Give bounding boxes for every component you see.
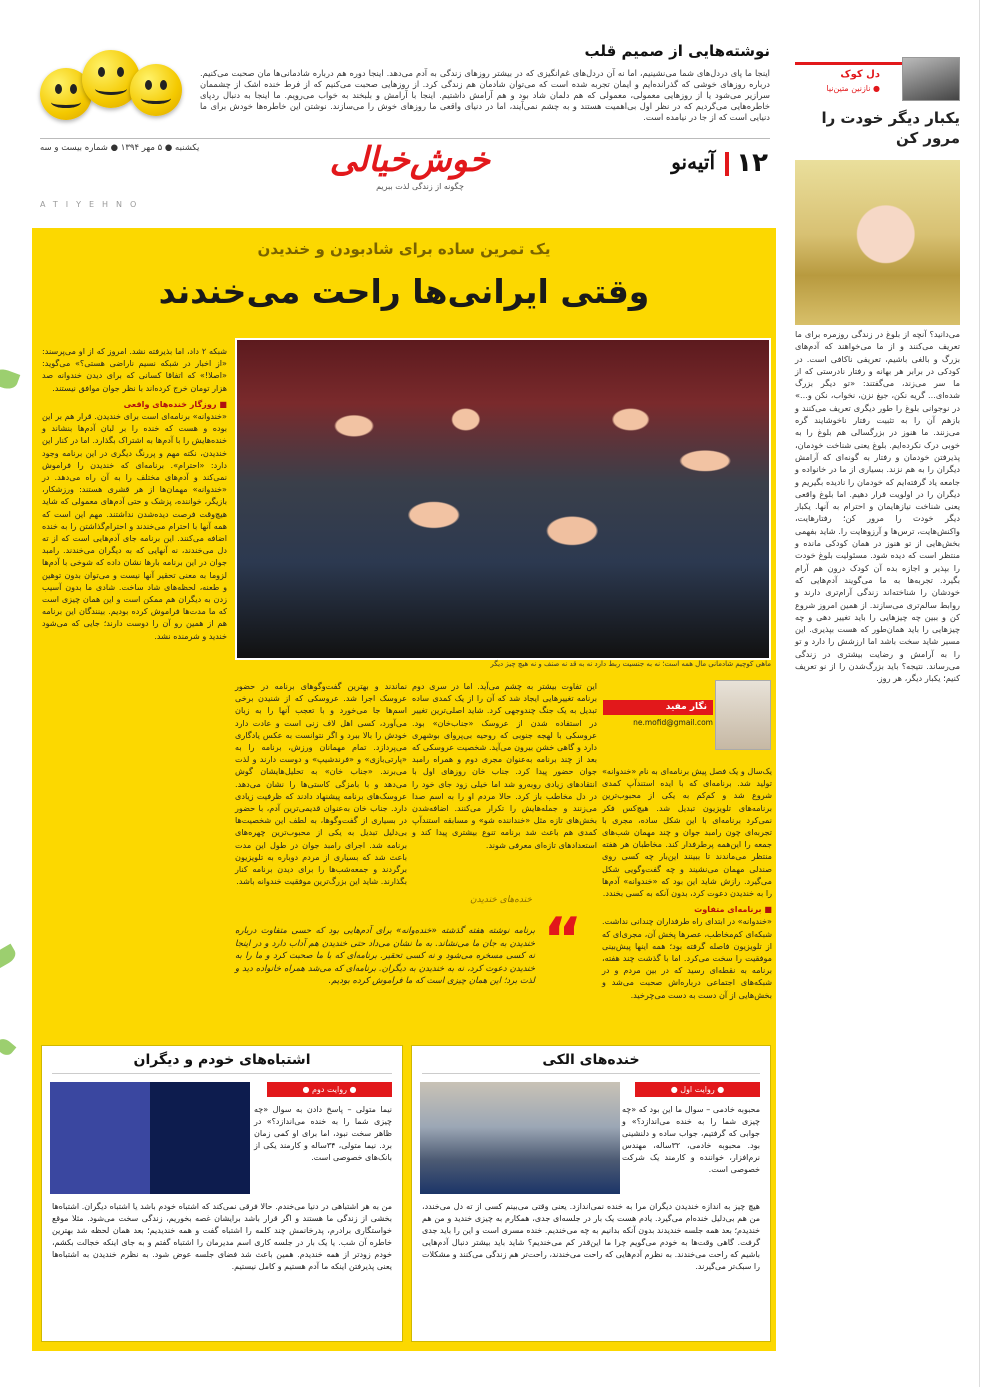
sidebar-author: ● نازنین متین‌نیا [826,84,880,93]
avatar [902,57,960,101]
logo-text: خوش‌خیالی [329,140,490,180]
paragraph: نماندند و بهترین گفت‌وگوهای برنامه در حضور عروسک اجرا شد. عروسکی که از شنیدن برخی اسم‌ها جا می‌خورد و با تعجب آنها را به زبان می‌آورد، کسی اهل لاف زنی است و عادت دارد خودش را بالا ببرد و اگر نتوانست به عکس یادگاری می‌پردازد. تمام مهمانان ورزش، برنامه را به «پارتی‌بازی» و «فرندشیپ» و دوست دارند و لذت می‌برند. «جناب خان» به تحلیل‌هایشان گوش می‌دهد و با بامزگی کاستی‌ها را نشان می‌دهد. عروسک‌های برنامه پیشنهاد دادند که ظرفیت زیادی دارد. جناب خان به‌عنوان قدیمی‌ترین آدم، با حضور در بسیاری از گفت‌وگوها، به لطف این شخصیت‌ها بی‌دلیل تبدیل به یکی از محبوب‌ترین چهره‌های برنامه شد. اجرای رامبد جوان در طول این مدت باعث شد که بسیاری از مردم دوباره به تلویزیون برگردند و جمعه‌شب‌ها را برای دیدن برنامه کنار بگذارند. شاید این بزرگ‌ترین موفقیت خندوانه باشد. [235,681,407,887]
box-title: خنده‌های الکی [542,1052,640,1068]
author-email[interactable]: ne.mofid@gmail.com [633,718,713,727]
pull-quote: برنامه نوشته هفته گذشته «خنده‌وانه» برای آدم‌هایی بود که حسی متفاوت درباره خندیدن به جان ما می‌نشاند. به ما نشان می‌داد حتی خندیدن هم آداب دارد و در اینجا نه کسی مسخره می‌شود و نه کسی تحقیر. برنامه‌ای که با ما صحبت کرد و ما را به خندیدن دعوت کرد، نه به خندیدن به دیگران. برنامه‌ای که می‌شد همراه خانواده دید و لذت برد؛ این همان چیزی است که ما فراموش کرده بودیم. [235,926,535,986]
logo [329,140,490,210]
sidebar-body: می‌دانید؟ آنچه از بلوغ در زندگی روزمره برای ما تعریف می‌کنند و از ما می‌خواهند که آدم‌های بزرگ و بالغی باشیم، تعریفی ناکافی است. در کودکی در برابر هر بهانه و رفتار نادرستی که از ما سر می‌زند، می‌گفتند: «تو دیگر بزرگ شده‌ای... گریه نکن، جیغ نزن، نخواب، نکن و...» در نوجوانی بلوغ را طور دیگری تعریف می‌کنند و بازهم آن را به تثبیت رفتار ناخوشایند گره می‌زنند. ما هنوز در بزرگسالی هم بلوغ را به خوبی درک نکرده‌ایم. بلوغ یعنی شناخت خودمان، پذیرفتن خودمان و رفتار به گونه‌ای که آرامش دیگران را به هم نزند. بسیاری از ما در خانواده و جامعه یاد گرفته‌ایم که خودمان را نادیده بگیریم و دیگران را در اولویت قرار دهیم. اما بلوغ واقعی یعنی شناخت نیازهایمان و احترام به آنها. یکبار دیگر خودت را مرور کن؛ رفتارهایت، واکنش‌هایت، ترس‌ها و آرزوهایت را. شاید بفهمی بخش‌هایی از تو هنوز در همان کودکی مانده و منتظر است که دیده شود. مسئولیت بلوغ خودت را بپذیر و اجازه بده آن کودک درون هم آرام بگیرد. تجربه‌ها به ما می‌گویند آدم‌هایی که خودشان را شناخته‌اند زندگی آرام‌تری دارند و روابط سالم‌تری می‌سازند. از همین امروز شروع کن و ببین چه چیزهایی را باید تغییر دهی و چه چیزهایی را باید همان‌طور که هست بپذیری. این مسیر شاید سخت باشد اما ارزشش را دارد و تو را به آرامش و رضایت بیشتری در زندگی می‌رساند. نتیجه؟ باید بزرگ‌شدن را از نو تعریف کنیم؛ یکبار دیگر، هر روز. [795,329,960,684]
headline: وقتی ایرانی‌ها راحت می‌خندند [158,272,650,311]
divider [422,1073,760,1074]
subheading: ■ روزگار خنده‌های واقعی [123,398,227,409]
section-intro: اینجا ما پای دردل‌های شما می‌نشینیم، اما نه آن دردل‌های غم‌انگیزی که در بیشتر روزهای زندگی به آدم می‌دهد. اینجا دوره هم درباره شادمانی‌ها مان صحبت می‌کنیم. درباره روزهای خوشی که گذرانده‌ایم و ایمان تجربه شده است که می‌توان شادمان هم زندگی کرد. از روزهایی صحبت می‌کنیم که از فرط خنده اشک از چشممان سرازیر می‌شود یا از روزهایی معمولی، معمولی که هم دلمان شاد بود و هم آرامش داشتیم. اینجا با آرامش و بلبخند به خواب می‌رویم. ما اینجا به دنبال ردپای خاطره‌هایی می‌گردیم که در نظر اول بی‌اهمیت هستند و به چشم نمی‌آیند، اما در دنیای واقعی ما روزهای خوش را می‌سازند. نوشتن این خاطره‌ها خودش برای ما دنیایی است که از جا در نیامده است. [200,68,770,122]
box-intro: محبوبه خادمی – سوال ما این بود که «چه چیزی شما را به خنده می‌اندازد؟» و جوابی که گرفتیم، جواب ساده و دلنشینی بود. محبوبه خادمی، ۳۲ساله، مهندس نرم‌افزار، خواننده و کارمند یک شرکت خصوصی است. [622,1105,760,1174]
leaf-decoration [0,944,19,969]
article-column [602,765,772,1001]
page-number: ۱۲ [736,148,768,178]
issue-date: یکشنبه ● ۵ مهر ۱۳۹۴ ● شماره بیست و سه [40,143,200,153]
box-tag: ● روایت اول ● [635,1082,760,1097]
paragraph: این تفاوت بیشتر به چشم می‌آید. اما در سری دوم برنامه تغییر‌هایی ایجاد شد که آن را از یک کمدی ساده تبدیل به یک جنگ چندوجهی کرد. شاید اصلی‌ترین تغییر در استفاده شدن از عروسک «جناب‌خان» بود. عروسکی با لهجه جنوبی که روحیه بی‌پروای بوشهری دارد و گاهی خشن بیرون می‌آید. شخصیت عروسکی که بعد از چند برنامه به‌عنوان مجری دوم و همراه رامبد جوان حضور پیدا کرد. جناب خان روزهای اول با انتقادهای زیادی روبه‌رو شد اما خیلی زود جای خود را در دل مخاطب باز کرد. حالا مردم او را به اسم صدا می‌زنند و جمله‌هایش را تکرار می‌کنند. اضافه‌شدن بخش‌های تازه مثل «خنداننده شو» و مسابقه استندآپ کمدی هم باعث شد برنامه تنوع بیشتری پیدا کند و استعدادهای تازه‌ای معرفی شوند. [412,681,597,850]
box-photo [50,1082,250,1194]
paragraph: «خندوانه» در ابتدای راه طرفداران چندانی نداشت. شبکه‌ای کم‌مخاطب، عصرها پخش آن، مجری‌ای که از تلویزیون فاصله گرفته بود؛ همه اینها پیش‌بینی موفقیت را سخت می‌کرد. اما با گذشت چند هفته، برنامه به نقطه‌ای رسید که در بین مردم و در شبکه‌های اجتماعی درباره‌اش صحبت می‌شد و بخش‌هایی از آن دست به دست می‌چرخید. [602,916,772,1000]
photo-caption: ماهی کوچیم شادمانی مال همه است؛ نه به جنسیت ربط دارد نه به قد نه صنف و نه هیچ چیز دیگر [490,660,771,668]
paragraph: یک‌سال و یک فصل پیش برنامه‌ای به نام «خندوانه» تولید شد. برنامه‌ای که با ایده استندآپ کمدی شروع شد و کم‌کم به یکی از محبوب‌ترین برنامه‌های تلویزیون تبدیل شد. هیچ‌کس فکر نمی‌کرد برنامه‌ای با این شکل ساده، مجری با تجربه‌ای چون رامبد جوان و چند مهمان شب‌های جمعه را این‌همه پرطرفدار کند. مخاطبان هر هفته منتظر می‌ماندند تا ببینند این‌بار چه کسی روی صندلی مهمان می‌نشیند و چه گفت‌وگویی شکل می‌گیرد. رازش شاید این بود که «خندوانه» آدم‌ها را به خندیدن دعوت کرد، بدون آنکه به کسی بخندد. [601,766,772,899]
section-name: آتیه‌نو [671,150,715,174]
leaf-decoration [0,366,20,392]
article-column [42,345,227,642]
subheading: ■ برنامه‌ای متفاوت [694,904,772,915]
paragraph: «خندوانه» برنامه‌ای است برای خندیدن. قرار هم بر این بوده و هست که خنده را بر لبان آدم‌ها بنشاند و خنده‌هایش را با آدم‌ها به اشتراک بگذارد. اما در کنار این خندیدن، نکته مهم و پررنگ دیگری در این برنامه وجود دارد: «احترام». برنامه‌ای که خندیدن را فراموش نمی‌کند و آدم‌های مختلف را به آن راه می‌دهد. در «خندوانه» مهمان‌ها از هر قشری هستند: ورزشکار، بازیگر، خواننده، پزشک و حتی آدم‌های معمولی که شاید هیچ‌وقت فرصت دیده‌شدن نداشتند. مهم این است که همه آنها با احترام می‌خندند و احترام‌گذاشتن را به خنده اضافه می‌کنند. این برنامه جای آدم‌هایی است که از ته دل می‌خندند، نه آنهایی که به دیگران می‌خندند. رامبد جوان در این برنامه بارها نشان داده که شوخی با آدم‌ها لزوما به معنی تحقیر آنها نیست و می‌توان بدون توهین و طعنه، لحظه‌های شاد ساخت. شادی ما بدون آسیب زدن به دیگران هم ممکن است و این همان چیزی است که ما مدت‌ها فراموش کرده بودیم. بینندگان این برنامه هم از همین رو آن را دوست دارند؛ جایی که می‌شود خندید و شرمنده نشد. [42,411,227,641]
box-photo [420,1082,620,1194]
section-title: نوشته‌هایی از صمیم قلب [584,42,770,60]
story-box [41,1045,403,1342]
article-column [412,680,597,851]
author-name: نگار مفید [603,700,713,715]
leaf-decoration [0,1036,16,1058]
logo-subtitle: چگونه از زندگی لذت ببریم [376,182,464,191]
author-box [603,680,771,760]
sidebar-photo [795,160,960,325]
divider [52,1073,392,1074]
sidebar-tag: دل کوک [840,69,880,80]
box-body: من به هر اشتباهی در دنیا می‌خندم. حالا فرقی نمی‌کند که اشتباه خودم باشد یا اشتباه دیگران. اشتباه‌ها بخشی از زندگی ما هستند و اگر قرار باشد برایشان غصه بخوریم، زندگی سخت می‌شود. مثلا موقع خواستگاری برادرم، پدرخانمش چند کلمه را اشتباه گفت و همه خندیدیم؛ بعد همان لحظه شد بهترین خاطره آن شب. یا یک بار در جلسه کاری اسم مدیرمان را اشتباه گفتم و به جای اینکه خجالت بکشم، خودم زودتر از همه خندیدم. همین باعث شد فضای جلسه عوض شود. به نظرم خندیدن به اشتباه‌ها یعنی پذیرفتن اینکه ما آدم هستیم و کامل نیستیم. [52,1202,392,1271]
author-photo [715,680,771,750]
sidebar-title: یکبار دیگر خودت را مرور کن [821,109,960,147]
masthead-rule [40,138,770,139]
edge-rule [979,0,980,1387]
story-box [411,1045,771,1342]
box-intro: نیما متولی – پاسخ دادن به سوال «چه چیزی شما را به خنده می‌اندازد؟» در ظاهر سخت نبود، اما برای او کمی زمان برد. نیما متولی، ۳۴ساله و کارمند یکی از بانک‌های خصوصی است. [254,1105,392,1162]
smiley-icon [130,64,182,116]
page-divider [725,152,729,176]
box-title: اشتباه‌های خودم و دیگران [133,1052,311,1068]
feature-photo [235,338,771,660]
paragraph: شبکه ۲ داد، اما بذیرفته نشد. امروز که از او می‌پرسند: «از اخبار در شبکه نسیم ناراضی هستی؟» می‌گوید: «اصلا!» که اتفاقا کسانی که برای دیدن خندوانه صد هزار تومان خرج کرده‌اند با نظر جوان موافق نیستند. [42,346,227,393]
box-tag: ● روایت دوم ● [267,1082,392,1097]
box-body: هیچ چیز به اندازه خندیدن دیگران مرا به خنده نمی‌اندازد. یعنی وقتی می‌بینم کسی از ته دل می‌خندد، من هم بی‌دلیل خنده‌ام می‌گیرد. یادم هست یک بار در جلسه‌ای جدی، همکارم به چیزی خندید و من هم خندیدم؛ بعد همه جلسه خندیدند بدون آنکه بدانیم به چه می‌خندیم. خنده مسری است و این را باید جدی گرفت. گاهی وقت‌ها به خودم می‌گویم چرا ما این‌قدر کم می‌خندیم؟ شاید باید بیشتر دنبال آدم‌هایی باشیم که راحت می‌خندند. به نظرم آدم‌هایی که راحت می‌خندند، راحت‌تر هم زندگی می‌کنند و مشکلات را سبک‌تر می‌گیرند. [422,1202,760,1271]
article-column [235,680,407,887]
brand-latin: ATIYEHNO [40,200,145,209]
quote-label: خنده‌های خندیدن [470,895,532,905]
quote-icon: “ [543,905,583,975]
kicker: یک تمرین ساده برای شادبودن و خندیدن [257,240,551,258]
